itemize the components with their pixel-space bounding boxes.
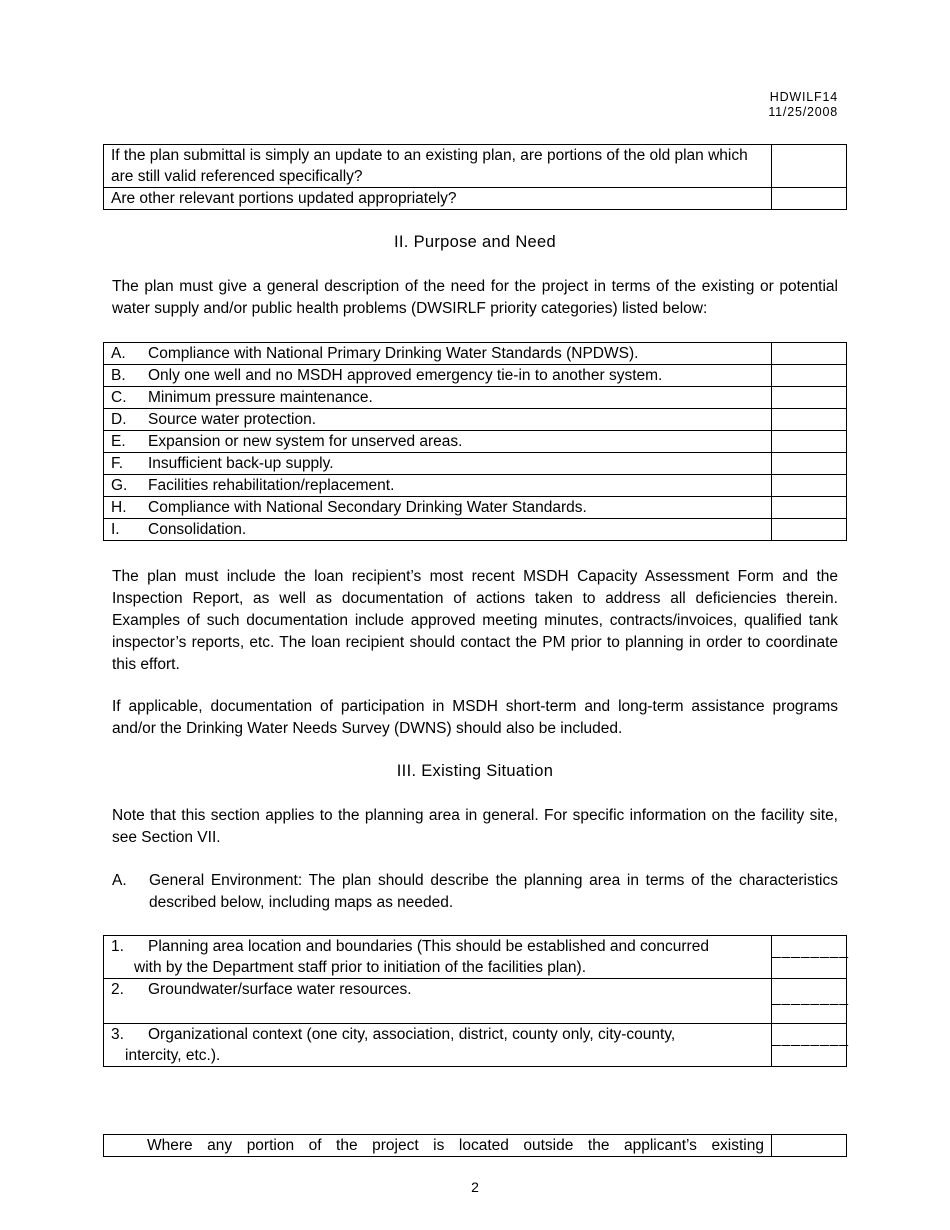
table-row [104,936,847,979]
table-row [104,343,847,365]
table-row [104,1135,847,1157]
item-text: Groundwater/surface water resources. [148,981,412,998]
section-heading-existing-situation: III. Existing Situation [396,762,554,780]
fill-in-blank[interactable]: ________ [772,1030,849,1047]
item-text: Insufficient back-up supply. [148,455,334,472]
checklist-checkbox[interactable] [772,431,847,453]
item-text: Compliance with National Primary Drinking Water Standards (NPDWS). [148,345,639,362]
table-row [104,497,847,519]
item-text-continued: with by the Department staff prior to initiation of the facilities plan). [134,959,587,976]
environment-checklist-table [103,935,847,1067]
subsection-text: General Environment: The plan should describe the planning area in terms of the characteristics described below, including maps as needed. [149,872,838,911]
item-letter: B. [111,367,126,384]
item-letter: C. [111,389,127,406]
item-letter: F. [111,455,124,472]
table-row [104,979,847,1024]
item-letter: H. [111,499,127,516]
form-code: HDWILF14 [769,90,838,104]
item-number: 2. [111,981,124,998]
item-letter: G. [111,477,128,494]
table-row [104,188,847,210]
checklist-checkbox[interactable] [772,387,847,409]
item-number: 3. [111,1026,124,1043]
outside-area-checklist-table [103,1134,847,1157]
item-text: Minimum pressure maintenance. [148,389,373,406]
checklist-checkbox[interactable] [772,145,847,188]
checklist-checkbox[interactable] [772,188,847,210]
table-row [104,519,847,541]
form-date: 11/25/2008 [768,105,838,119]
item-letter: D. [111,411,127,428]
table-row [104,453,847,475]
document-header [768,90,838,120]
item-letter: E. [111,433,126,450]
checklist-checkbox[interactable] [772,1135,847,1157]
table-row [104,145,847,188]
checklist-checkbox[interactable] [772,409,847,431]
item-text: Facilities rehabilitation/replacement. [148,477,395,494]
item-text: Expansion or new system for unserved areas. [148,433,463,450]
checklist-checkbox[interactable] [772,365,847,387]
item-text: Organizational context (one city, association, district, county only, city-county, [148,1026,676,1043]
table-row [104,409,847,431]
fill-in-blank[interactable]: ________ [772,989,849,1006]
checklist-question: If the plan submittal is simply an update to an existing plan, are portions of the old plan which are still valid referenced specifically? [104,145,772,188]
checklist-checkbox[interactable] [772,475,847,497]
item-text: Source water protection. [148,411,317,428]
table-row [104,475,847,497]
item-text: Compliance with National Secondary Drinking Water Standards. [148,499,587,516]
item-text: Planning area location and boundaries (This should be established and concurred [148,938,709,955]
item-number: 1. [111,938,124,955]
checklist-checkbox[interactable] [772,519,847,541]
fill-in-blank[interactable]: ________ [772,942,849,959]
checklist-checkbox[interactable] [772,453,847,475]
section-note-paragraph: Note that this section applies to the planning area in general. For specific information on the facility site, see Section VII. [112,807,838,846]
update-checklist-table [103,144,847,210]
assistance-programs-paragraph: If applicable, documentation of participation in MSDH short-term and long-term assistance programs and/or the Drinking Water Needs Survey (DWNS) should also be included. [112,698,838,737]
item-text: Consolidation. [148,521,247,538]
item-letter: I. [111,521,120,538]
item-text: Only one well and no MSDH approved emergency tie-in to another system. [148,367,663,384]
section-heading-purpose-and-need: II. Purpose and Need [394,233,556,251]
table-row [104,431,847,453]
general-environment-paragraph [112,870,838,914]
capacity-assessment-paragraph: The plan must include the loan recipient’s most recent MSDH Capacity Assessment Form and the Inspection Report, as well as documentation of actions taken to address all deficiencies therein. Examples of such documentation include approved meeting minutes, contracts/invoices, qualified tank inspector’s reports, etc. The loan recipient should contact the PM prior to planning in order to coordinate this effort. [112,568,838,673]
checklist-checkbox[interactable] [772,497,847,519]
table-row [104,365,847,387]
purpose-intro-paragraph: The plan must give a general description of the need for the project in terms of the existing or potential water supply and/or public health problems (DWSIRLF priority categories) listed below: [112,278,838,317]
table-row [104,1024,847,1067]
table-row [104,387,847,409]
page-number: 2 [471,1179,479,1195]
item-text-continued: intercity, etc.). [125,1047,221,1064]
subsection-label: A. [112,872,127,889]
checklist-question: Where any portion of the project is located outside the applicant’s existing [104,1135,772,1157]
item-letter: A. [111,345,126,362]
checklist-checkbox[interactable] [772,343,847,365]
checklist-question: Are other relevant portions updated appropriately? [104,188,772,210]
priority-categories-table [103,342,847,541]
